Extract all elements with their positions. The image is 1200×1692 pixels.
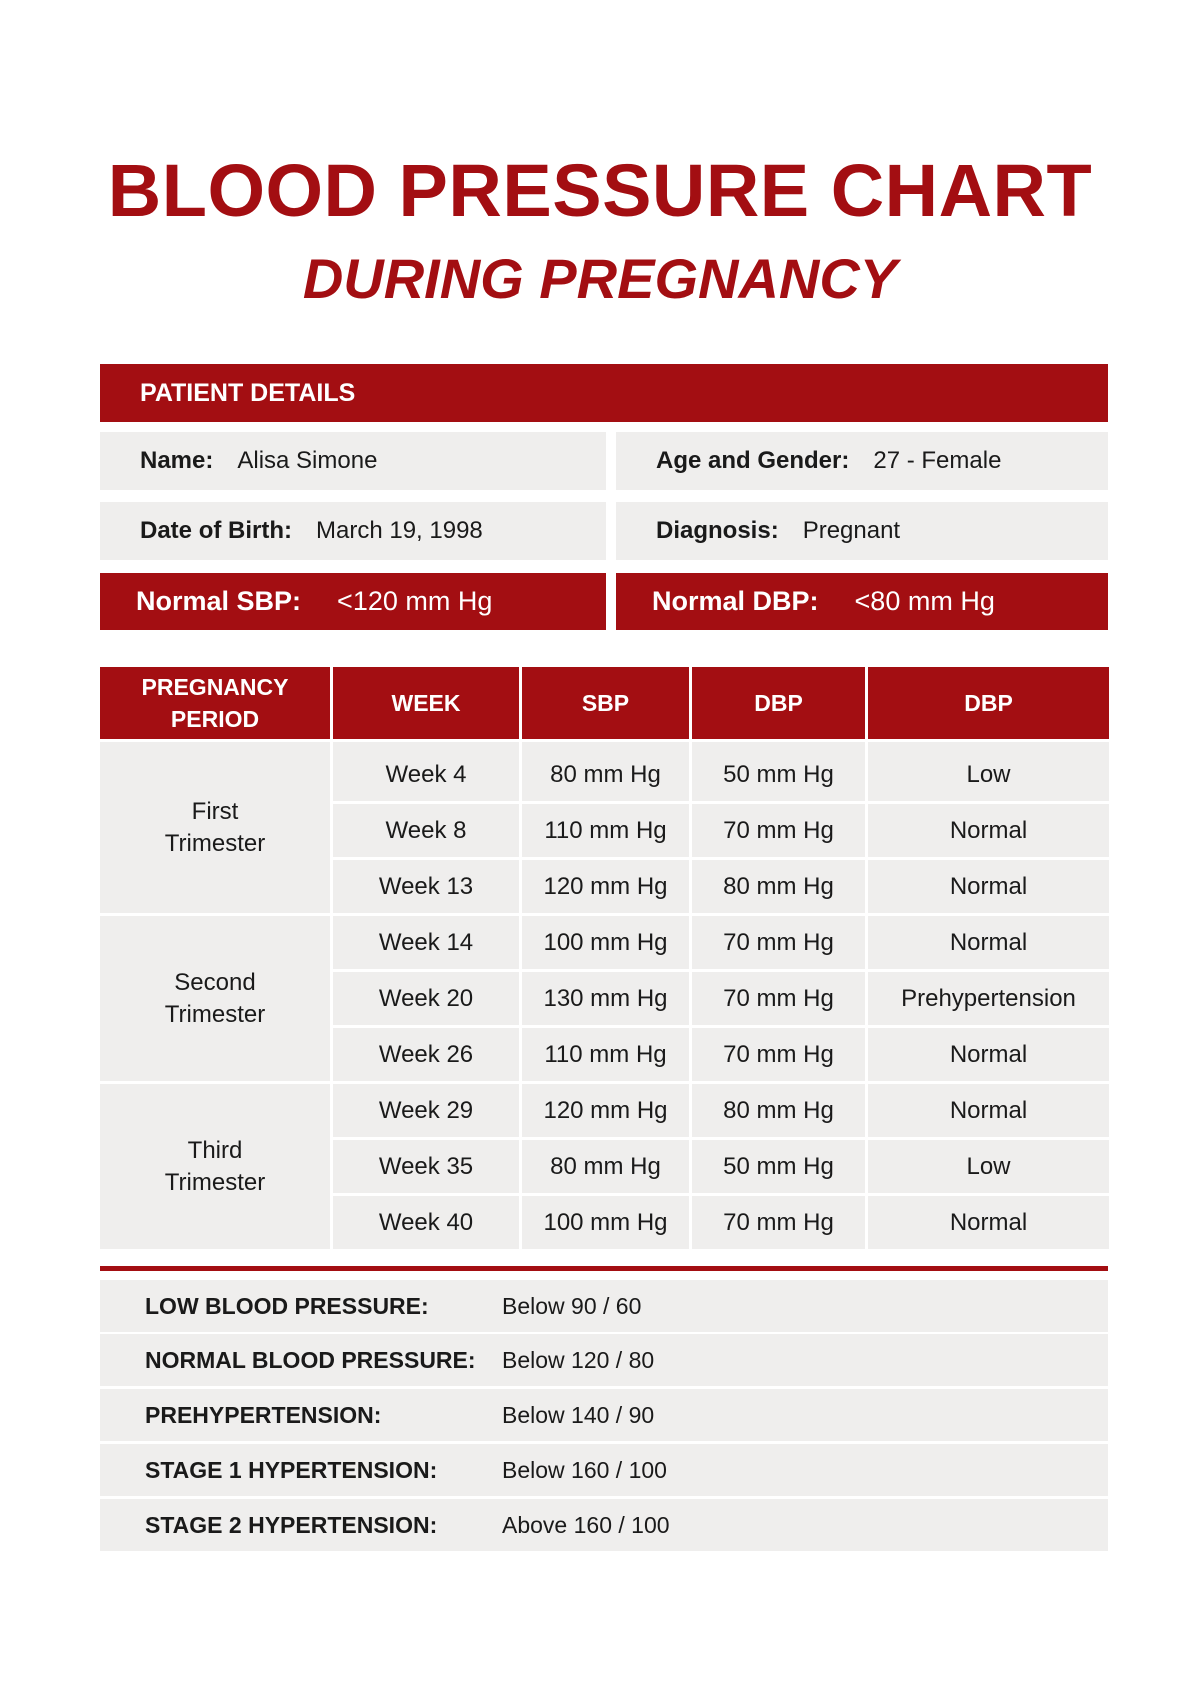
patient-details-heading: PATIENT DETAILS (100, 364, 1108, 422)
dbp-cell: 70 mm Hg (692, 916, 865, 969)
legend-row-normal (100, 1334, 1108, 1386)
table-row (100, 1084, 1109, 1137)
dbp-cell: 70 mm Hg (692, 804, 865, 857)
legend-label: STAGE 1 HYPERTENSION: (145, 1456, 438, 1483)
week-cell: Week 4 (333, 742, 519, 801)
sbp-cell: 130 mm Hg (522, 972, 689, 1025)
status-cell: Low (868, 1140, 1109, 1193)
header-week: WEEK (333, 667, 519, 739)
dbp-cell: 80 mm Hg (692, 1084, 865, 1137)
dbp-cell: 50 mm Hg (692, 1140, 865, 1193)
legend-value: Below 160 / 100 (502, 1456, 667, 1483)
page-subtitle: DURING PREGNANCY (302, 247, 898, 310)
header-status: DBP (868, 667, 1109, 739)
name-value: Alisa Simone (237, 447, 378, 474)
status-cell: Prehypertension (868, 972, 1109, 1025)
status-cell: Normal (868, 1084, 1109, 1137)
legend-value: Above 160 / 100 (502, 1511, 670, 1538)
age-gender-cell (616, 432, 1108, 490)
dob-label: Date of Birth: (140, 517, 292, 544)
normal-dbp-label: Normal DBP: (652, 586, 819, 616)
dob-cell (100, 502, 606, 560)
patient-name-cell (100, 432, 606, 490)
table-row (100, 742, 1109, 801)
normal-dbp-cell (616, 573, 1108, 630)
legend-label: STAGE 2 HYPERTENSION: (145, 1511, 438, 1538)
status-cell: Low (868, 742, 1109, 801)
sbp-cell: 80 mm Hg (522, 742, 689, 801)
week-cell: Week 8 (333, 804, 519, 857)
week-cell: Week 40 (333, 1196, 519, 1249)
period-cell: Third Trimester (100, 1084, 330, 1249)
dob-value: March 19, 1998 (316, 517, 483, 544)
dbp-cell: 80 mm Hg (692, 860, 865, 913)
status-cell: Normal (868, 860, 1109, 913)
legend-value: Below 120 / 80 (502, 1346, 655, 1373)
normal-sbp-value: <120 mm Hg (337, 586, 493, 616)
dbp-cell: 70 mm Hg (692, 1028, 865, 1081)
diagnosis-cell (616, 502, 1108, 560)
legend-row-prehypertension (100, 1389, 1108, 1441)
week-cell: Week 14 (333, 916, 519, 969)
section-divider (100, 1266, 1108, 1271)
status-cell: Normal (868, 804, 1109, 857)
blood-pressure-table (97, 664, 1112, 1252)
legend-value: Below 140 / 90 (502, 1401, 655, 1428)
normal-dbp-value: <80 mm Hg (854, 586, 995, 616)
sbp-cell: 100 mm Hg (522, 916, 689, 969)
page-title: BLOOD PRESSURE CHART (107, 149, 1093, 232)
legend-row-low (100, 1280, 1108, 1332)
period-cell: First Trimester (100, 742, 330, 913)
sbp-cell: 110 mm Hg (522, 804, 689, 857)
normal-sbp-cell (100, 573, 606, 630)
table-row (100, 916, 1109, 969)
week-cell: Week 13 (333, 860, 519, 913)
dbp-cell: 70 mm Hg (692, 1196, 865, 1249)
dbp-cell: 50 mm Hg (692, 742, 865, 801)
header-pregnancy-period: PREGNANCY PERIOD (100, 667, 330, 739)
legend-label: PREHYPERTENSION: (145, 1401, 382, 1428)
legend-row-stage-1 (100, 1444, 1108, 1496)
status-cell: Normal (868, 916, 1109, 969)
week-cell: Week 35 (333, 1140, 519, 1193)
sbp-cell: 100 mm Hg (522, 1196, 689, 1249)
name-label: Name: (140, 447, 214, 474)
sbp-cell: 120 mm Hg (522, 1084, 689, 1137)
legend-label: LOW BLOOD PRESSURE: (145, 1292, 429, 1319)
header-dbp: DBP (692, 667, 865, 739)
sbp-cell: 110 mm Hg (522, 1028, 689, 1081)
status-cell: Normal (868, 1196, 1109, 1249)
week-cell: Week 29 (333, 1084, 519, 1137)
dbp-cell: 70 mm Hg (692, 972, 865, 1025)
week-cell: Week 26 (333, 1028, 519, 1081)
diagnosis-value: Pregnant (802, 517, 901, 544)
diagnosis-label: Diagnosis: (656, 517, 779, 544)
legend-value: Below 90 / 60 (502, 1292, 642, 1319)
legend-row-stage-2 (100, 1499, 1108, 1551)
week-cell: Week 20 (333, 972, 519, 1025)
period-cell: Second Trimester (100, 916, 330, 1081)
age-gender-label: Age and Gender: (656, 447, 850, 474)
sbp-cell: 120 mm Hg (522, 860, 689, 913)
header-sbp: SBP (522, 667, 689, 739)
normal-sbp-label: Normal SBP: (136, 586, 302, 616)
status-cell: Normal (868, 1028, 1109, 1081)
legend-label: NORMAL BLOOD PRESSURE: (145, 1346, 476, 1373)
age-gender-value: 27 - Female (873, 447, 1002, 474)
sbp-cell: 80 mm Hg (522, 1140, 689, 1193)
